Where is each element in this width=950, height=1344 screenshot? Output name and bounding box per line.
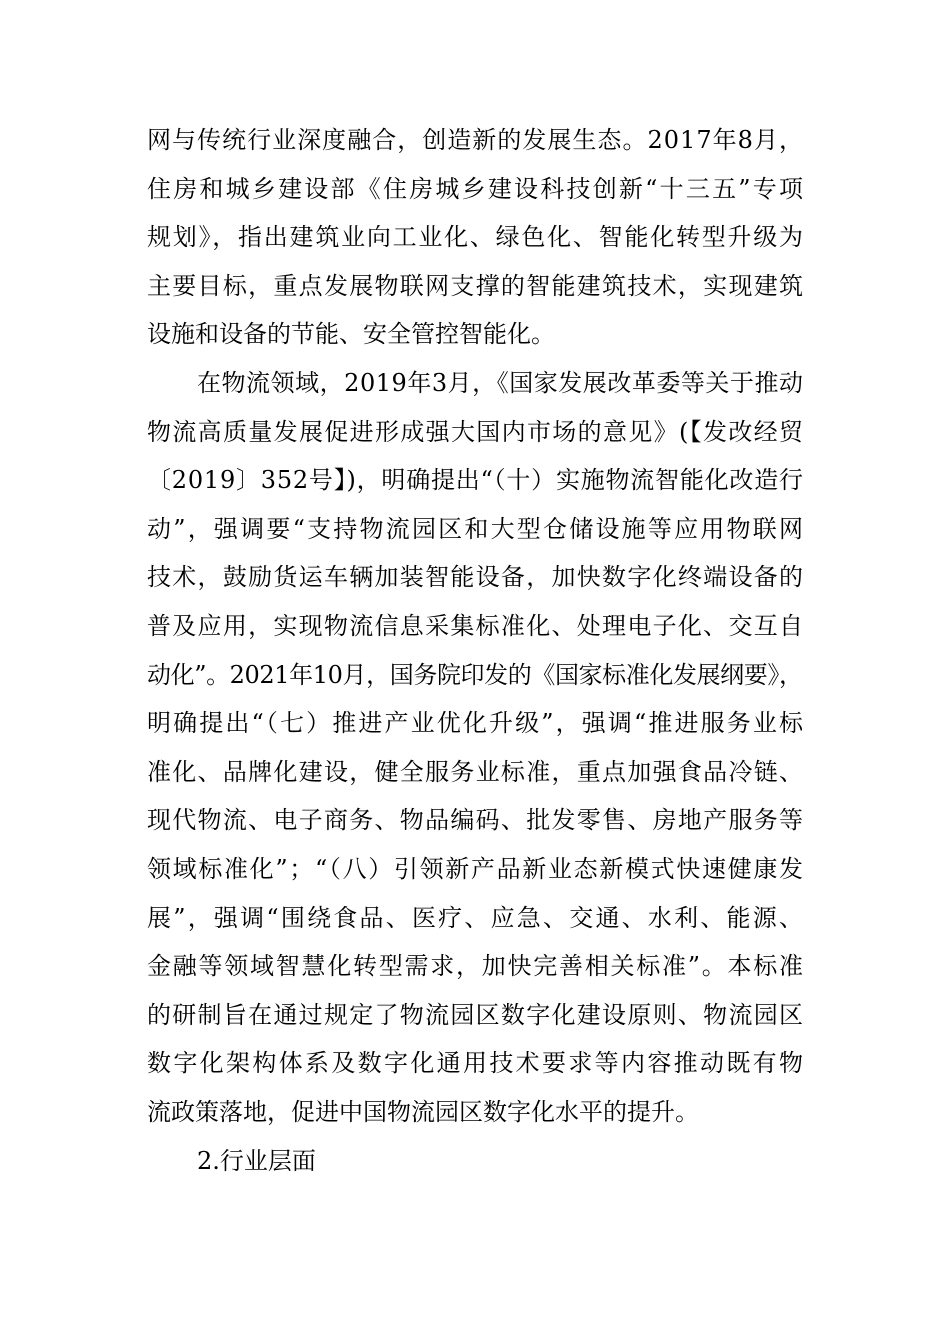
section-heading: 2.行业层面 bbox=[197, 1146, 316, 1175]
text-line: 准化、品牌化建设，健全服务业标准，重点加强食品冷链、 bbox=[147, 757, 805, 786]
text-line: 网与传统行业深度融合，创造新的发展生态。2017年8月， bbox=[147, 126, 805, 154]
text-line: 设施和设备的节能、安全管控智能化。 bbox=[147, 320, 555, 349]
text-line: 数字化架构体系及数字化通用技术要求等内容推动既有物 bbox=[147, 1049, 806, 1078]
text-line: 领域标准化”；“（八）引领新产品新业态新模式快速健康发 bbox=[147, 855, 805, 883]
text-line: 的研制旨在通过规定了物流园区数字化建设原则、物流园区 bbox=[147, 1000, 805, 1029]
text-line: 主要目标，重点发展物联网支撑的智能建筑技术，实现建筑 bbox=[147, 271, 805, 300]
text-line: 现代物流、电子商务、物品编码、批发零售、房地产服务等 bbox=[147, 806, 805, 835]
text-line: 动”，强调要“支持物流园区和大型仓储设施等应用物联网 bbox=[147, 514, 806, 543]
paragraph-start-line: 在物流领域，2019年3月，《国家发展改革委等关于推动 bbox=[197, 369, 804, 397]
text-line: 技术，鼓励货运车辆加装智能设备，加快数字化终端设备的 bbox=[147, 563, 805, 592]
text-line: 金融等领域智慧化转型需求，加快完善相关标准”。本标准 bbox=[147, 952, 805, 981]
text-line: 动化”。2021年10月，国务院印发的《国家标准化发展纲要》， bbox=[147, 660, 803, 689]
text-line: 物流高质量发展促进形成强大国内市场的意见》(【发改经贸 bbox=[147, 417, 805, 446]
text-line: 普及应用，实现物流信息采集标准化、处理电子化、交互自 bbox=[147, 612, 805, 640]
text-line: 住房和城乡建设部《住房城乡建设科技创新“十三五”专项 bbox=[147, 174, 806, 203]
text-line: 流政策落地，促进中国物流园区数字化水平的提升。 bbox=[147, 1098, 699, 1126]
text-line: 规划》，指出建筑业向工业化、绿色化、智能化转型升级为 bbox=[147, 223, 805, 252]
text-line: 明确提出“（七）推进产业优化升级”，强调“推进服务业标 bbox=[147, 709, 806, 738]
text-line: 〔2019〕352号】)，明确提出“（十）实施物流智能化改造行 bbox=[147, 466, 804, 495]
text-line: 展”，强调“围绕食品、医疗、应急、交通、水利、能源、 bbox=[147, 903, 806, 932]
